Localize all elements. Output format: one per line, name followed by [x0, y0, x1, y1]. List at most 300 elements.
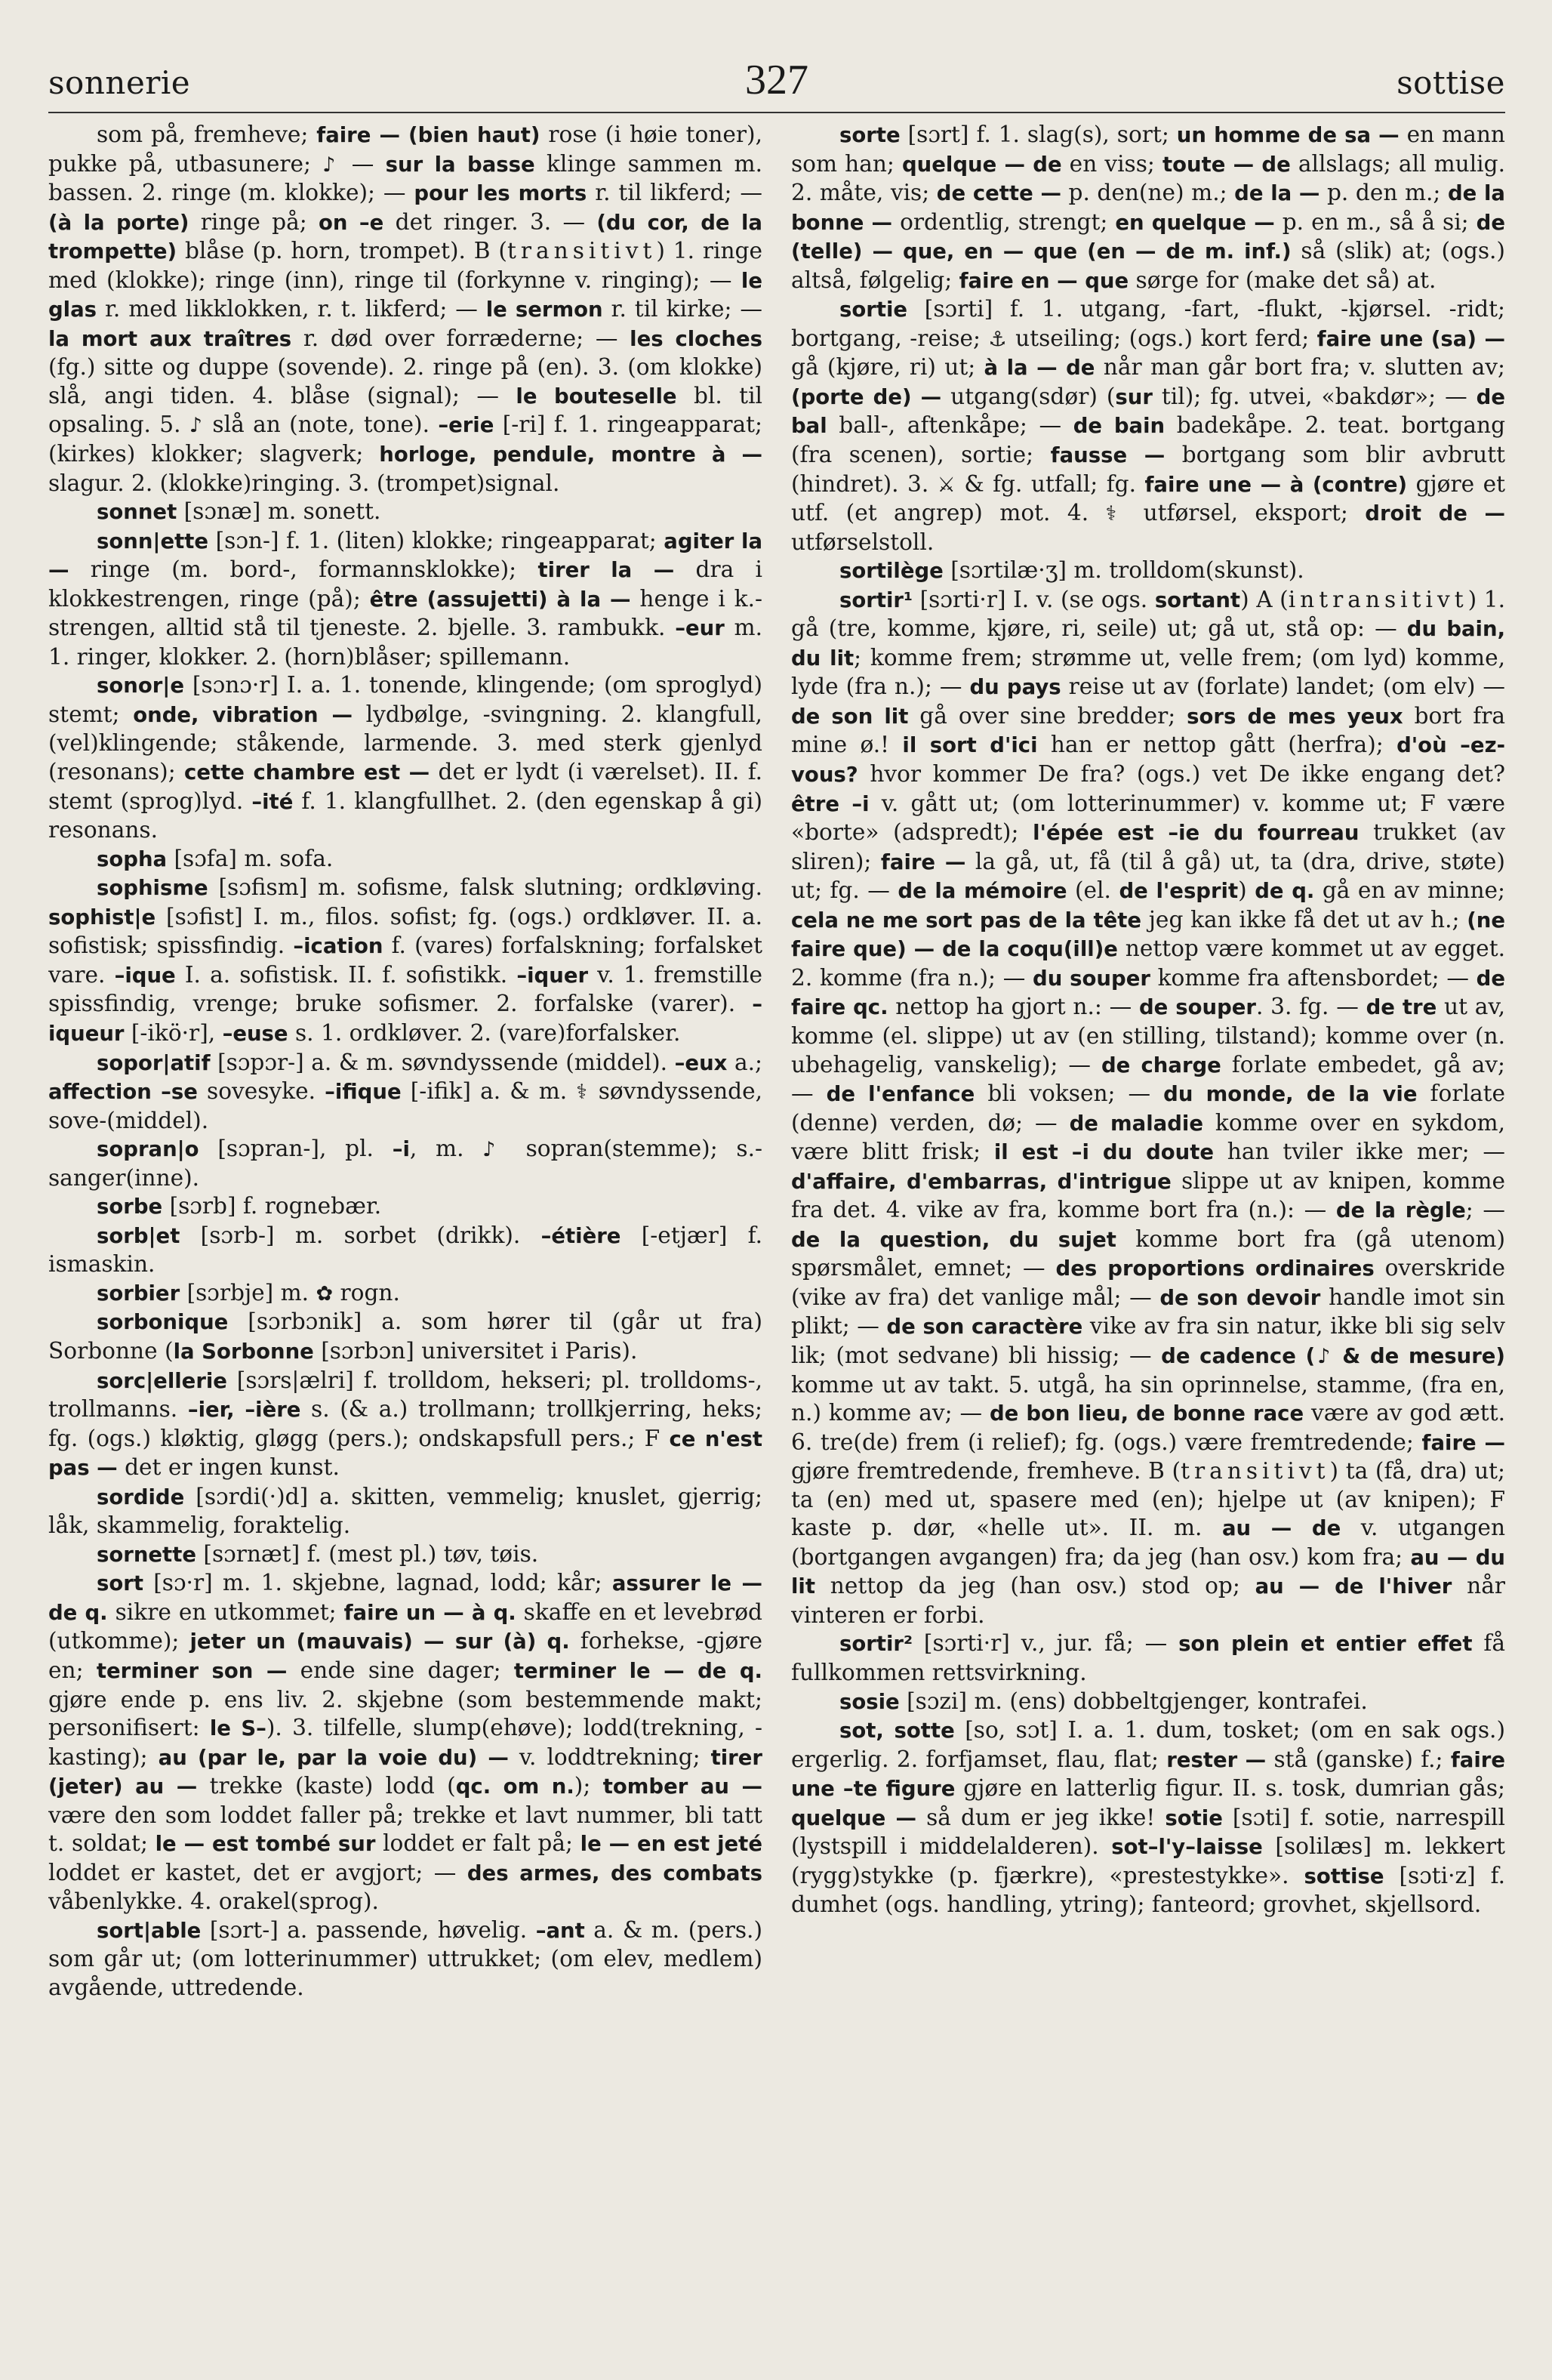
entry-bold-term: sur [1115, 384, 1153, 409]
dictionary-entry [48, 1367, 762, 1483]
entry-text: v. utgangen (bortgangen avgangen) fra; da jeg (han osv.) kom fra; [791, 1515, 1505, 1570]
entry-text: komme fra aftensbordet; — [1150, 964, 1477, 991]
dictionary-entry [48, 1135, 762, 1192]
entry-text: rogn. [333, 1279, 400, 1306]
entry-text: handle imot sin plikt; — [791, 1284, 1505, 1340]
entry-text: [sɔpran-], pl. [199, 1136, 393, 1162]
entry-bold-term: sonor|e [97, 674, 184, 698]
entry-bold-term: des armes, des combats [467, 1861, 762, 1885]
entry-text: komme bort fra (gå utenom) spørsmålet, emnet; — [791, 1225, 1505, 1281]
entry-bold-term: onde, vibration — [133, 702, 353, 727]
entry-text: (fg.) sitte og duppe (sovende). 2. ringe på (en). 3. (om klokke) slå, angi tiden. 4. blåse (signal); — [48, 354, 762, 408]
dictionary-entry [791, 1688, 1505, 1717]
entry-bold-term: sort [97, 1571, 143, 1596]
entry-text: badekåpe. 2. teat. bortgang (fra scenen), sortie; [791, 412, 1505, 468]
entry-bold-term: en quelque — [1115, 210, 1275, 235]
entry-text: f. 1. klangfullhet. 2. (den egenskap å gi) resonans. [48, 788, 762, 843]
entry-text: skaffe en et levebrød (utkomme); [48, 1598, 762, 1654]
entry-bold-term: au (par le, par la voie du) — [158, 1745, 509, 1770]
entry-bold-term: sortie [839, 298, 908, 322]
entry-bold-term: toute — de [1162, 152, 1291, 177]
entry-text: gå (kjøre, ri) ut; [791, 354, 984, 381]
entry-bold-term: sort|able [97, 1918, 202, 1943]
entry-text: r. til kirke; — [602, 296, 762, 322]
entry-bold-term: l'épée est –ie du fourreau [1033, 821, 1360, 846]
entry-text: r. død over forræderne; — [291, 325, 630, 351]
entry-text: [sɔzi] m. (ens) dobbeltgjenger, kontrafei. [899, 1688, 1368, 1714]
entry-bold-term: sorte [839, 123, 901, 147]
entry-text: ); [574, 1773, 603, 1799]
columns [48, 121, 1505, 2335]
entry-bold-term: de la bonne — [791, 181, 1505, 235]
entry-bold-term: d'affaire, d'embarras, d'intrigue [791, 1169, 1172, 1194]
entry-text: nettop ha gjort n.: — [888, 994, 1139, 1020]
entry-bold-term: quelque — [791, 1805, 916, 1830]
entry-bold-term: affection –se [48, 1080, 198, 1105]
right-column [791, 121, 1505, 2335]
entry-text: [sɔrti·r] v., jur. få; — [913, 1630, 1179, 1657]
entry-text: s. 1. ordkløver. 2. (vare)forfalsker. [288, 1019, 681, 1046]
dictionary-entry [48, 498, 762, 527]
entry-text: [sɔrb] f. rognebær. [162, 1193, 382, 1219]
entry-text: det er lydt (i værelset). II. f. stemt (sprog)lyd. [48, 759, 762, 814]
entry-bold-term: qc. om n. [455, 1774, 574, 1799]
entry-bold-term: –iqueur [48, 992, 762, 1046]
entry-bold-term: –i [392, 1137, 410, 1162]
dictionary-entry [791, 295, 1505, 556]
entry-text: trukket (av sliren); [791, 819, 1505, 874]
entry-text: reise ut av (forlate) landet; (om elv) — [1061, 674, 1505, 700]
entry-bold-term: sornette [97, 1542, 196, 1567]
entry-text: slagur. 2. (klokke)ringing. 3. (trompet)signal. [48, 470, 560, 496]
entry-text: ende sine dager; [287, 1657, 514, 1683]
dictionary-entry [48, 1222, 762, 1279]
entry-bold-term: au — de [1221, 1516, 1341, 1541]
entry-text: [sɔti] f. sotie, narrespill (lystspill i middelalderen). [791, 1804, 1505, 1860]
entry-bold-term: d'où –ez-vous? [791, 733, 1505, 788]
entry-bold-term: –eur [675, 616, 725, 641]
entry-bold-term: du monde, de la vie [1163, 1082, 1418, 1107]
entry-text: ) ta (få, dra) ut; ta (en) med ut, spasere med (en); hjelpe ut (av knipen); F kaste p. dør, «helle ut». II. m. [791, 1458, 1505, 1541]
entry-text: ) 1. ringe med (klokke); ringe (inn), ringe til (forkynne v. ringing); — [48, 238, 762, 293]
entry-text: utgang(sdør) ( [941, 383, 1116, 409]
entry-text: p. den m.; [1320, 180, 1448, 206]
entry-text: v. gått ut; (om lotterinummer) v. komme ut; F være «borte» (adspredt); [791, 790, 1505, 846]
entry-bold-term: sorb|et [97, 1223, 180, 1248]
entry-text: forlate (denne) verden, dø; — [791, 1081, 1505, 1136]
entry-text: [sɔn-] f. 1. (liten) klokke; ringeapparat; [208, 527, 664, 553]
entry-text: p. en m., så å si; [1274, 208, 1477, 235]
entry-bold-term: –ique [114, 963, 176, 988]
entry-text: jeg kan ikke få det ut av h.; [1141, 906, 1467, 933]
entry-text: [solilæs] m. lekkert (rygg)stykke (p. fjærkre), «prestestykke». [791, 1833, 1505, 1888]
entry-text: slå an (note, tone). [204, 412, 439, 438]
entry-text: r. til likferd; — [587, 180, 762, 206]
entry-bold-term: de la règle [1335, 1198, 1466, 1223]
entry-symbol-icon: ⚔ [937, 473, 956, 497]
entry-bold-term: être (assujetti) à la — [369, 587, 631, 612]
entry-text: stå (ganske) f.; [1266, 1746, 1451, 1772]
entry-text: ball-, aftenkåpe; — [827, 412, 1073, 439]
entry-symbol-icon: ♪ [189, 414, 205, 438]
entry-bold-term: sors de mes yeux [1187, 704, 1403, 729]
entry-bold-term: de la mémoire [898, 879, 1067, 904]
entry-text: hvor kommer De fra? (ogs.) vet De ikke engang det? [858, 761, 1505, 788]
entry-text: [sɔ·r] m. 1. skjebne, lagnad, lodd; kår; [143, 1570, 612, 1596]
entry-text: [sɔrbɔnik] a. som hører til (går ut fra) Sorbonne ( [48, 1309, 762, 1364]
entry-text: nettop da jeg (han osv.) stod op; [815, 1573, 1255, 1599]
entry-text: — [340, 150, 386, 177]
entry-text: & fg. utfall; fg. [955, 470, 1145, 497]
entry-bold-term: jeter un (mauvais) — sur (à) q. [189, 1629, 570, 1654]
entry-text: [sɔfa] m. sofa. [167, 845, 334, 871]
entry-bold-term: assurer le — de q. [48, 1571, 762, 1625]
entry-text: [sɔrs|ælri] f. trolldom, hekseri; pl. trolldoms-, trollmanns. [48, 1367, 762, 1423]
entry-symbol-icon: ✿ [316, 1281, 334, 1306]
entry-bold-term: de (telle) — que, en — que (en — de m. inf.) [791, 210, 1505, 264]
entry-bold-term: terminer son — [96, 1658, 288, 1683]
entry-bold-term: ce n'est pas — [48, 1426, 762, 1481]
entry-text: utseiling; (ogs.) kort ferd; [1007, 325, 1317, 351]
dictionary-entry [48, 1308, 762, 1366]
entry-text: v. loddtrekning; [508, 1743, 711, 1770]
entry-text: [-ifik] a. & m. [401, 1078, 577, 1105]
entry-text: [sɔrdi(·)d] a. skitten, vemmelig; knuslet, gjerrig; låk, skammelig, foraktelig. [48, 1483, 762, 1539]
dictionary-entry [791, 1716, 1505, 1919]
entry-text: sikre en utkommet; [107, 1598, 344, 1625]
entry-bold-term: de la question, du sujet [791, 1227, 1116, 1252]
entry-bold-term: & de mesure) [1332, 1343, 1505, 1368]
entry-text: så (slik) at; (ogs.) altså, følgelig; [791, 238, 1505, 293]
entry-text: gjøre et utf. (et angrep) mot. 4. [791, 470, 1505, 526]
entry-text: henge i k.-strengen, alltid stå til tjeneste. 2. bjelle. 3. rambukk. [48, 585, 762, 641]
entry-bold-term: pour les morts [414, 181, 587, 206]
entry-bold-term: sot–l'y–laisse [1111, 1835, 1263, 1860]
entry-text: bl. til opsaling. 5. [48, 382, 762, 438]
entry-bold-term: droit de — [1365, 501, 1505, 526]
entry-bold-term: rester — [1166, 1747, 1267, 1772]
entry-text: når man går bort fra; v. slutten av; [1095, 354, 1505, 381]
running-header [48, 48, 1505, 113]
entry-bold-term: le — est tombé sur [155, 1832, 376, 1857]
entry-bold-term: faire une — à (contre) [1144, 472, 1408, 497]
dictionary-entry [48, 1049, 762, 1136]
entry-text: han tviler ikke mer; — [1214, 1139, 1505, 1165]
entry-bold-term: faire une –te figure [791, 1747, 1505, 1802]
entry-text: . 3. fg. — [1255, 994, 1366, 1020]
entry-bold-term: du bain, du lit [791, 617, 1505, 671]
entry-text: komme ut av takt. 5. utgå, ha sin oprinnelse, stamme, (fra en, n.) komme av; — [791, 1371, 1505, 1426]
entry-bold-term: –iquer [516, 963, 589, 988]
entry-text: f. (vares) forfalskning; forfalsket vare. [48, 933, 762, 988]
entry-text: [sɔti·z] f. dumhet (ogs. handling, ytring); fanteord; grovhet, skjellsord. [791, 1862, 1505, 1918]
entry-text: I. a. sofistisk. II. f. sofistikk. [175, 961, 517, 988]
entry-bold-term: de son devoir [1159, 1285, 1321, 1310]
entry-text: våbenlykke. 4. orakel(sprog). [48, 1888, 379, 1915]
entry-bold-term: du pays [969, 675, 1061, 700]
entry-text: p. den(ne) m.; [1061, 180, 1235, 206]
entry-bold-term: le S– [209, 1716, 266, 1741]
dictionary-entry [791, 556, 1505, 586]
entry-bold-term: sopran|o [97, 1137, 199, 1162]
entry-text: gjøre fremtredende, fremheve. B ( [791, 1458, 1181, 1484]
entry-bold-term: on –e [319, 210, 384, 235]
entry-text: være den som loddet faller på; trekke et lavt nummer, bli tatt t. soldat; [48, 1802, 762, 1857]
entry-bold-term: de souper [1138, 995, 1256, 1020]
entry-text: søvndyssende, sove-(middel). [48, 1078, 762, 1133]
entry-text: som på, fremheve; [97, 122, 317, 147]
entry-text: utførselstoll. [791, 529, 935, 555]
entry-bold-term: sotie [1165, 1805, 1223, 1830]
dictionary-entry [48, 671, 762, 844]
entry-bold-term: agiter la — [48, 529, 762, 583]
dictionary-entry [48, 1540, 762, 1570]
entry-bold-term: sottise [1304, 1864, 1384, 1888]
entry-text: [-etjær] f. ismaskin. [48, 1222, 762, 1278]
entry-bold-term: de faire qc. [791, 966, 1505, 1020]
entry-bold-term: le — en est jeté [580, 1832, 762, 1857]
entry-bold-term: sorbonique [97, 1310, 229, 1335]
dictionary-entry [791, 1629, 1505, 1687]
entry-text: ; — [1465, 1197, 1505, 1223]
entry-bold-term: faire en — que [959, 268, 1129, 293]
entry-bold-term: de maladie [1069, 1111, 1203, 1136]
entry-text: [sɔrnæt] f. (mest pl.) tøv, tøis. [196, 1540, 539, 1567]
entry-text: ringe (m. bord-, formannsklokke); [69, 556, 538, 583]
entry-symbol-icon: ♪ [322, 153, 340, 177]
entry-symbol-icon: ⚓ [988, 327, 1008, 351]
dictionary-entry [791, 121, 1505, 295]
entry-text: blåse (p. horn, trompet). B ( [177, 238, 507, 264]
entry-text: lydbølge, -svingning. 2. klangfull, (vel)klingende; ståkende, larmende. 3. med sterk gjenlyd (resonans); [48, 701, 762, 785]
entry-text: slippe ut av knipen, komme fra det. 4. vike av fra, komme bort fra (n.): — [791, 1167, 1505, 1223]
entry-text: klinge sammen m. bassen. 2. ringe (m. klokke); — [48, 150, 762, 206]
entry-text: [sɔrti·r] I. v. (se ogs. [913, 586, 1155, 612]
entry-bold-term: tirer (jeter) au — [48, 1745, 762, 1799]
entry-bold-term: au — de l'hiver [1255, 1574, 1452, 1599]
entry-text: det ringer. 3. — [383, 208, 597, 235]
entry-text: bort fra mine ø.! [791, 702, 1505, 758]
entry-text: [sɔrt-] a. passende, høvelig. [201, 1916, 536, 1943]
entry-text: [sɔpɔr-] a. & m. søvndyssende (middel). [210, 1049, 675, 1075]
dictionary-entry [48, 1192, 762, 1222]
dictionary-entry [791, 586, 1505, 1630]
entry-text: til); fg. utvei, «bakdør»; — [1152, 383, 1477, 409]
entry-bold-term: sophist|e [48, 905, 156, 929]
entry-symbol-icon: ♪ [482, 1138, 507, 1162]
entry-bold-term: de tre [1366, 995, 1437, 1020]
entry-spaced-term: intransitivt [1288, 586, 1468, 612]
entry-spaced-term: transitivt [507, 238, 657, 264]
entry-bold-term: tirer la — [537, 558, 675, 583]
entry-bold-term: –ication [293, 934, 383, 959]
entry-text: [sɔfist] I. m., filos. sofist; fg. (ogs.) ordkløver. II. a. sofistisk; spissfindig. [48, 903, 762, 959]
entry-text: sørge for (make det så) at. [1129, 267, 1437, 293]
entry-bold-term: sopor|atif [97, 1050, 211, 1075]
entry-text: [-ri] f. 1. ringeapparat; (kirkes) klokker; slagverk; [48, 412, 762, 467]
entry-text: [sɔrtilæ·ʒ] m. trolldom(skunst). [943, 557, 1304, 584]
entry-bold-term: de cadence ( [1161, 1343, 1316, 1368]
entry-text: vike av fra sin natur, ikke bli sig selv lik; (mot sedvane) bli hissig; — [791, 1313, 1505, 1368]
entry-bold-term: sortir¹ [839, 587, 913, 612]
entry-bold-term: sordide [97, 1484, 185, 1509]
entry-bold-term: de l'enfance [826, 1082, 975, 1107]
dictionary-entry [48, 1483, 762, 1540]
dictionary-entry [48, 121, 762, 498]
entry-text: bli voksen; — [975, 1081, 1164, 1107]
entry-bold-term: (ne faire que) — de la coqu(ill)e [791, 908, 1505, 962]
entry-text: komme over en sykdom, være blitt frisk; [791, 1109, 1505, 1165]
entry-bold-term: des proportions ordinaires [1055, 1256, 1375, 1281]
entry-text: [sɔrbɔn] universitet i Paris). [313, 1337, 638, 1364]
entry-bold-term: un homme de sa — [1176, 123, 1400, 147]
entry-text: ordentlig, strengt; [892, 208, 1116, 235]
entry-bold-term: de cette — [936, 181, 1061, 206]
entry-bold-term: –euse [222, 1021, 288, 1046]
entry-text: så dum er jeg ikke! [916, 1804, 1166, 1830]
entry-bold-term: de l'esprit [1119, 879, 1239, 904]
entry-text: [so, sɔt] I. a. 1. dum, tosket; (om en sak ogs.) ergerlig. 2. forfjamset, flau, flat; [791, 1717, 1505, 1772]
dictionary-entry [48, 1916, 762, 2002]
entry-bold-term: terminer le — de q. [513, 1658, 762, 1683]
entry-text: allslags; all mulig. 2. måte, vis; [791, 150, 1505, 206]
entry-bold-term: du souper [1033, 966, 1150, 991]
entry-bold-term: sonnet [97, 500, 177, 525]
header-first-word: sonnerie [48, 64, 191, 101]
entry-bold-term: sortant [1154, 587, 1241, 612]
entry-bold-term: –ant [535, 1918, 585, 1943]
entry-bold-term: de bon lieu, de bonne race [989, 1401, 1304, 1426]
entry-text: gå over sine bredder; [908, 702, 1187, 729]
entry-bold-term: de charge [1101, 1053, 1221, 1077]
entry-bold-term: tomber au — [602, 1774, 762, 1799]
dictionary-entry [48, 845, 762, 874]
entry-text: gjøre en latterlig figur. II. s. tosk, dumrian gås; [955, 1775, 1505, 1802]
entry-bold-term: –ifique [325, 1080, 402, 1105]
entry-bold-term: –ier, –ière [187, 1398, 301, 1423]
entry-bold-term: il sort d'ici [902, 733, 1038, 758]
entry-bold-term: sur la basse [385, 152, 535, 177]
entry-text: [sɔrbje] m. [180, 1279, 316, 1306]
entry-bold-term: –ité [251, 789, 294, 814]
entry-text: ut av, komme (el. slippe) ut av (en stilling, tilstand); komme over (n. ubehagelig, vanskelig); — [791, 994, 1505, 1077]
entry-bold-term: le sermon [485, 298, 603, 322]
entry-bold-term: au — du lit [791, 1545, 1505, 1599]
entry-bold-term: fausse — [1050, 443, 1166, 468]
entry-text: trekke (kaste) lodd ( [197, 1773, 456, 1799]
entry-bold-term: à la — de [984, 356, 1095, 381]
entry-spaced-term: transitivt [1181, 1458, 1330, 1484]
entry-text: [sɔrti] f. 1. utgang, -fart, -flukt, -kjørsel. -ridt; bortgang, -reise; [791, 296, 1505, 351]
entry-text: dra i klokkestrengen, ringe (på); [48, 556, 762, 612]
entry-bold-term: la Sorbonne [173, 1339, 314, 1364]
entry-bold-term: sot, sotte [839, 1719, 955, 1743]
dictionary-entry [48, 1569, 762, 1916]
entry-text: ) A ( [1240, 586, 1289, 612]
entry-text: få fullkommen rettsvirkning. [791, 1630, 1505, 1685]
entry-text: [sɔnæ] m. sonett. [177, 498, 381, 525]
entry-bold-term: sopha [97, 846, 168, 871]
entry-text: ) 1. gå (tre, komme, kjøre, ri, seile) ut; gå ut, stå op: — [791, 586, 1505, 642]
entry-text: , m. [409, 1136, 483, 1162]
entry-bold-term: le glas [48, 268, 762, 322]
entry-text: bortgang som blir avbrutt (hindret). 3. [791, 442, 1505, 497]
entry-text: sopran(stemme); s.-sanger(inne). [48, 1136, 762, 1191]
entry-text: ; komme frem; strømme ut, velle frem; (om lyd) komme, lyde (fra n.); — [791, 644, 1505, 700]
entry-bold-term: cette chambre est — [184, 760, 430, 785]
entry-text: gå en av minne; [1314, 877, 1505, 904]
entry-symbol-icon: ⚕ [576, 1081, 590, 1105]
entry-symbol-icon: ♪ [1315, 1344, 1333, 1368]
entry-text: a.; [727, 1049, 762, 1075]
entry-text: [sɔrt] f. 1. slag(s), sort; [900, 122, 1177, 147]
entry-text: r. med likklokken, r. t. likferd; — [97, 296, 486, 322]
entry-bold-term: de q. [1255, 879, 1315, 904]
entry-bold-term: (du cor, de la trompette) [48, 210, 762, 264]
entry-bold-term: faire — [880, 849, 966, 874]
entry-text: han er nettop gått (herfra); [1037, 732, 1397, 758]
entry-text: når vinteren er forbi. [791, 1573, 1505, 1628]
entry-bold-term: les cloches [630, 326, 762, 351]
entry-text: være av god ætt. 6. tre(de) frem (i relief); fg. (ogs.) være fremtredende; [791, 1400, 1505, 1455]
entry-bold-term: –eux [674, 1050, 728, 1075]
entry-bold-term: faire — (bien haut) [316, 123, 540, 147]
entry-bold-term: son plein et entier effet [1178, 1632, 1473, 1657]
entry-bold-term: la mort aux traîtres [48, 326, 292, 351]
entry-bold-term: de la — [1234, 181, 1320, 206]
entry-bold-term: le bouteselle [516, 384, 677, 408]
dictionary-entry [48, 874, 762, 1048]
entry-bold-term: –erie [438, 413, 494, 438]
entry-text: forlate embedet, gå av; — [791, 1051, 1505, 1107]
entry-bold-term: de bain [1073, 414, 1166, 439]
dictionary-entry [48, 1279, 762, 1309]
entry-bold-term: faire un — à q. [343, 1600, 516, 1625]
left-column [48, 121, 762, 2335]
entry-text: s. (& a.) trollmann; trollkjerring, heks; fg. (ogs.) kløktig, gløgg (pers.); ondskapsfull pers.; F [48, 1396, 762, 1451]
entry-text: (el. [1067, 877, 1119, 904]
entry-text: loddet er kastet, det er avgjort; — [48, 1859, 467, 1885]
entry-text: loddet er falt på; [375, 1830, 580, 1857]
entry-text: gjøre ende p. ens liv. 2. skjebne (som bestemmende makt; personifisert: [48, 1686, 762, 1741]
entry-text: m. 1. ringer, klokker. 2. (horn)blåser; spillemann. [48, 615, 762, 670]
entry-bold-term: faire — [1421, 1430, 1505, 1455]
entry-bold-term: sorbe [97, 1195, 163, 1219]
entry-text: sovesyke. [197, 1078, 325, 1105]
entry-bold-term: de son caractère [886, 1315, 1083, 1340]
entry-bold-term: sortilège [839, 559, 944, 584]
entry-text: v. 1. fremstille spissfindig, vrenge; bruke sofismer. 2. forfalske (varer). [48, 961, 762, 1017]
entry-text: [-ikö·r], [124, 1019, 223, 1046]
entry-text: ringe på; [189, 208, 319, 235]
entry-bold-term: sorbier [97, 1281, 180, 1306]
entry-bold-term: être –i [791, 791, 870, 816]
entry-symbol-icon: ⚕ [1105, 502, 1127, 526]
entry-text: [sɔrb-] m. sorbet (drikk). [180, 1222, 541, 1248]
entry-bold-term: sonn|ette [97, 529, 209, 553]
header-last-word: sottise [1396, 64, 1505, 101]
entry-bold-term: quelque — de [901, 152, 1062, 177]
entry-bold-term: cela ne me sort pas de la tête [791, 908, 1142, 933]
entry-text: la gå, ut, få (til å gå) ut, ta (dra, drive, støte) ut; fg. — [791, 848, 1505, 904]
entry-text: utførsel, eksport; [1126, 500, 1366, 526]
entry-text: en mann som han; [791, 122, 1505, 177]
page-number: 327 [745, 57, 808, 103]
entry-bold-term: il est –i du doute [993, 1140, 1215, 1165]
entry-bold-term: sortir² [839, 1632, 913, 1657]
entry-bold-term: (porte de) — [791, 384, 942, 409]
entry-text: rose (i høie toner), pukke på, utbasunere; [48, 122, 762, 177]
